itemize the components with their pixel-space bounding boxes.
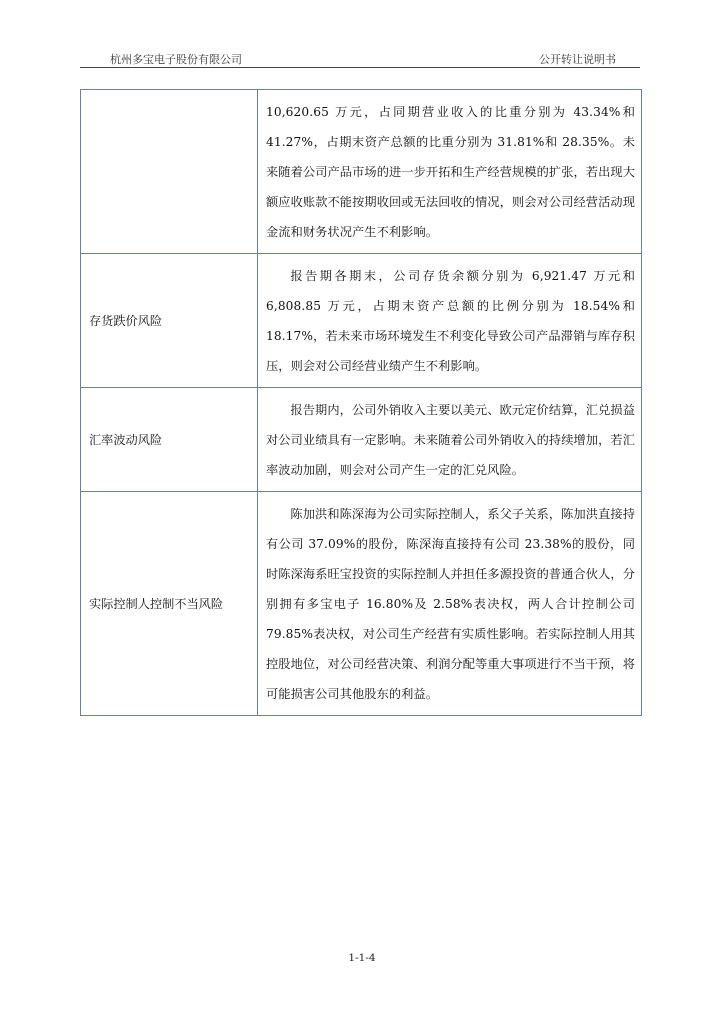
table-row <box>81 492 642 716</box>
risk-description-cell <box>258 492 642 716</box>
page-header <box>80 49 642 66</box>
header-divider <box>80 67 640 68</box>
risk-description-text: 10,620.65 万元，占同期营业收入的比重分别为 43.34%和 41.27%，占期末资产总额的比重分别为 31.81%和 28.35%。未来随着公司产品市场的进一步开拓和生产经营规模的扩张，若出现大额应收账款不能按期收回或无法回收的情况，则会对公司经营活动现金流和财务状况产生不利影响。 <box>266 105 635 239</box>
risk-description-text: 陈加洪和陈深海为公司实际控制人，系父子关系，陈加洪直接持有公司 37.09%的股份，陈深海直接持有公司 23.38%的股份，同时陈深海系旺宝投资的实际控制人并担任多源投资的普通合伙人，分别拥有多宝电子 16.80%及 2.58%表决权，两人合计控制公司 79.85%表决权，对公司生产经营有实质性影响。若实际控制人用其控股地位，对公司经营决策、利润分配等重大事项进行不当干预，将可能损害公司其他股东的利益。 <box>266 507 635 701</box>
risk-name-cell: 存货跌价风险 <box>81 254 258 388</box>
page-number: 1-1-4 <box>348 952 376 964</box>
risk-description-cell <box>258 388 642 492</box>
risk-description-text: 报告期各期末，公司存货余额分别为 6,921.47 万元和 6,808.85 万元，占期末资产总额的比例分别为 18.54%和 18.17%，若未来市场环境发生不利变化导致公司产品滞销与库存积压，则会对公司经营业绩产生不利影响。 <box>266 269 635 373</box>
header-company-name: 杭州多宝电子股份有限公司 <box>110 53 242 66</box>
risk-name-cell: 汇率波动风险 <box>81 388 258 492</box>
table-row <box>81 388 642 492</box>
header-document-title: 公开转让说明书 <box>539 53 616 66</box>
table-row <box>81 90 642 254</box>
risk-name-cell: 实际控制人控制不当风险 <box>81 492 258 716</box>
risk-name-cell <box>81 90 258 254</box>
risk-description-cell <box>258 254 642 388</box>
risk-description-text: 报告期内，公司外销收入主要以美元、欧元定价结算，汇兑损益对公司业绩具有一定影响。未来随着公司外销收入的持续增加，若汇率波动加剧，则会对公司产生一定的汇兑风险。 <box>266 403 635 477</box>
risk-description-cell <box>258 90 642 254</box>
table-row <box>81 254 642 388</box>
risk-factors-table <box>80 89 642 716</box>
